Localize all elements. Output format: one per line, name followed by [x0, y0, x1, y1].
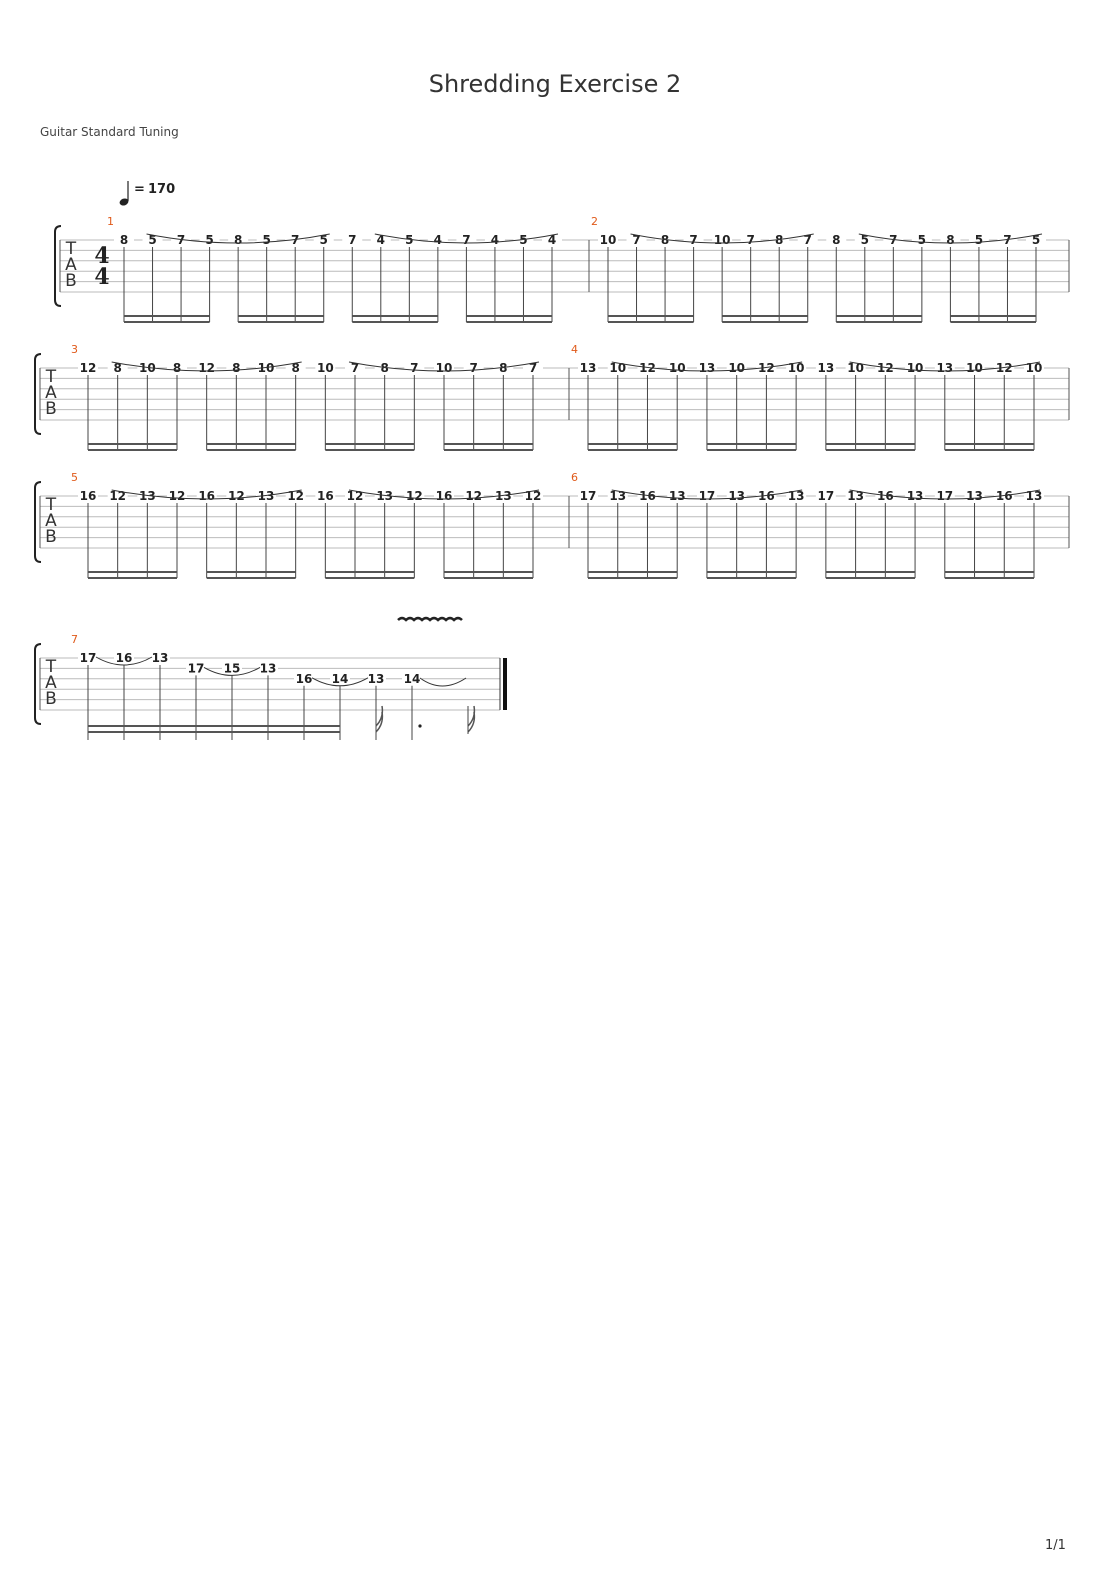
- fret-number: 16: [995, 489, 1013, 503]
- fret-number: 4: [433, 233, 443, 247]
- fret-number: 13: [728, 489, 746, 503]
- fret-number: 10: [599, 233, 617, 247]
- fret-number: 5: [148, 233, 157, 247]
- fret-number: 13: [259, 661, 277, 676]
- fret-number: 15: [223, 661, 241, 676]
- measure-number: 7: [71, 633, 78, 646]
- fret-number: 5: [974, 233, 984, 247]
- fret-number: 7: [803, 233, 812, 247]
- fret-number: 8: [660, 233, 670, 247]
- fret-number: 8: [172, 361, 182, 375]
- fret-number: 4: [490, 233, 500, 247]
- fret-number: 13: [966, 489, 983, 503]
- tab-clef-letter: A: [65, 255, 77, 275]
- fret-number: 10: [728, 361, 746, 375]
- fret-number: 16: [115, 651, 133, 665]
- tab-clef-letter: B: [45, 527, 57, 547]
- tab-clef-letter: A: [45, 673, 57, 693]
- fret-number: 5: [1031, 233, 1041, 247]
- fret-number: 13: [257, 489, 275, 503]
- fret-number: 12: [995, 361, 1013, 375]
- fret-number: 7: [462, 233, 471, 247]
- fret-number: 12: [109, 489, 127, 503]
- fret-number: 12: [876, 361, 894, 375]
- fret-number: 10: [713, 233, 731, 247]
- fret-number: 7: [350, 361, 360, 375]
- measure-number: 5: [71, 471, 78, 484]
- fret-number: 10: [316, 361, 334, 375]
- fret-number: 5: [205, 233, 214, 247]
- measure-number: 3: [71, 343, 78, 356]
- fret-number: 13: [1025, 489, 1043, 503]
- fret-number: 7: [1003, 233, 1012, 247]
- fret-number: 14: [331, 671, 349, 686]
- fret-number: 17: [79, 651, 97, 665]
- fret-number: 13: [847, 489, 864, 503]
- fret-number: 12: [227, 489, 245, 503]
- fret-number: 4: [376, 233, 385, 247]
- fret-number: 13: [151, 651, 169, 665]
- fret-number: 7: [176, 233, 186, 247]
- fret-number: 5: [262, 233, 271, 247]
- fret-number: 17: [817, 489, 835, 503]
- tab-clef-letter: A: [45, 511, 57, 531]
- fret-number: 12: [465, 489, 483, 503]
- vibrato-mark: [398, 618, 462, 620]
- fret-number: 13: [787, 489, 805, 503]
- fret-number: 10: [138, 361, 156, 375]
- fret-number: 8: [119, 233, 129, 247]
- fret-number: 7: [528, 361, 538, 375]
- fret-number: 10: [906, 361, 924, 375]
- fret-number: 8: [499, 361, 508, 375]
- fret-number: 5: [519, 233, 528, 247]
- time-signature-top: 4: [94, 243, 110, 269]
- tab-clef-letter: B: [45, 399, 57, 419]
- fret-number: 7: [469, 361, 478, 375]
- fret-number: 16: [639, 489, 656, 503]
- fret-number: 8: [832, 233, 841, 247]
- fret-number: 7: [348, 233, 357, 247]
- fret-number: 17: [579, 489, 597, 503]
- fret-number: 16: [758, 489, 775, 503]
- fret-number: 10: [966, 361, 983, 375]
- tab-clef-letter: T: [45, 367, 57, 387]
- fret-number: 8: [232, 361, 241, 375]
- fret-number: 13: [138, 489, 156, 503]
- tempo-equals: =: [134, 182, 145, 197]
- tempo-value: 170: [148, 182, 176, 197]
- fret-number: 13: [494, 489, 512, 503]
- fret-number: 13: [609, 489, 627, 503]
- fret-number: 7: [746, 233, 755, 247]
- tuning-label: Guitar Standard Tuning: [40, 125, 179, 139]
- fret-number: 7: [410, 361, 419, 375]
- augmentation-dot: [418, 724, 421, 727]
- fret-number: 5: [917, 233, 927, 247]
- fret-number: 4: [547, 233, 557, 247]
- fret-number: 12: [287, 489, 305, 503]
- fret-number: 10: [257, 361, 275, 375]
- fret-number: 12: [405, 489, 423, 503]
- measure-number: 4: [571, 343, 578, 356]
- fret-number: 8: [113, 361, 122, 375]
- tab-clef-letter: B: [45, 689, 57, 709]
- fret-number: 12: [79, 361, 97, 375]
- fret-number: 10: [1025, 361, 1043, 375]
- fret-number: 12: [198, 361, 216, 375]
- fret-number: 13: [817, 361, 835, 375]
- fret-number: 8: [946, 233, 955, 247]
- fret-number: 14: [403, 671, 421, 686]
- tab-clef-letter: B: [65, 271, 77, 291]
- score-title: Shredding Exercise 2: [428, 70, 682, 98]
- tab-clef-letter: T: [65, 239, 77, 259]
- fret-number: 12: [639, 361, 656, 375]
- measure-number: 6: [571, 471, 578, 484]
- tab-clef-letter: T: [45, 657, 57, 677]
- fret-number: 7: [889, 233, 898, 247]
- fret-number: 16: [295, 671, 313, 686]
- fret-number: 17: [698, 489, 716, 503]
- fret-number: 5: [319, 233, 328, 247]
- fret-number: 13: [668, 489, 686, 503]
- fret-number: 13: [698, 361, 716, 375]
- measure-number: 2: [591, 215, 598, 228]
- fret-number: 10: [435, 361, 453, 375]
- fret-number: 17: [936, 489, 954, 503]
- fret-number: 16: [79, 489, 97, 503]
- fret-number: 16: [198, 489, 216, 503]
- fret-number: 13: [936, 361, 954, 375]
- fret-number: 13: [367, 671, 385, 686]
- fret-number: 5: [860, 233, 869, 247]
- fret-number: 16: [876, 489, 894, 503]
- measure-number: 1: [107, 215, 114, 228]
- fret-number: 16: [435, 489, 453, 503]
- fret-number: 8: [291, 361, 300, 375]
- fret-number: 8: [380, 361, 389, 375]
- fret-number: 13: [579, 361, 597, 375]
- fret-number: 7: [291, 233, 300, 247]
- fret-number: 13: [376, 489, 394, 503]
- fret-number: 12: [346, 489, 364, 503]
- fret-number: 8: [775, 233, 784, 247]
- time-signature-bottom: 4: [94, 264, 110, 290]
- fret-number: 16: [316, 489, 334, 503]
- fret-number: 10: [668, 361, 686, 375]
- fret-number: 13: [906, 489, 924, 503]
- fret-number: 10: [609, 361, 627, 375]
- fret-number: 12: [524, 489, 542, 503]
- tab-clef-letter: T: [45, 495, 57, 515]
- fret-number: 7: [689, 233, 698, 247]
- tab-clef-letter: A: [45, 383, 57, 403]
- fret-number: 12: [758, 361, 775, 375]
- fret-number: 7: [632, 233, 641, 247]
- fret-number: 17: [187, 661, 205, 676]
- fret-number: 12: [168, 489, 186, 503]
- fret-number: 8: [233, 233, 243, 247]
- fret-number: 5: [405, 233, 414, 247]
- fret-number: 10: [847, 361, 864, 375]
- fret-number: 10: [787, 361, 805, 375]
- page-number: 1/1: [1045, 1538, 1066, 1553]
